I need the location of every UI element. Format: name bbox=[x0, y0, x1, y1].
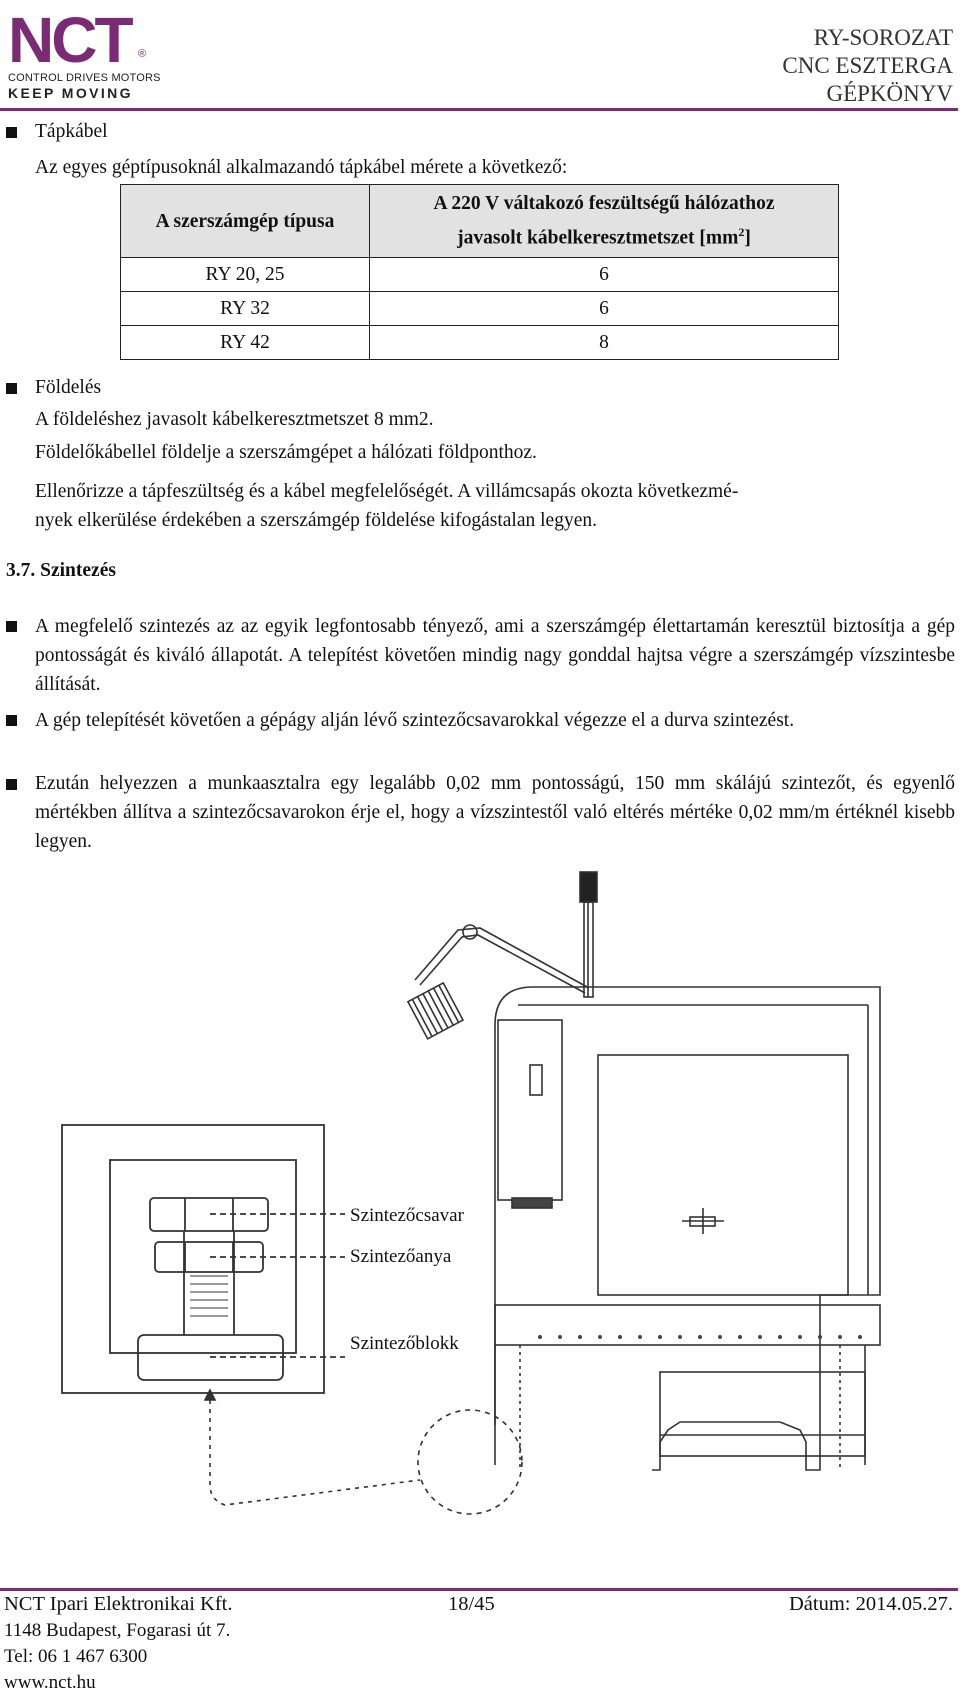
bullet-icon bbox=[6, 127, 17, 138]
table-cell-value: 6 bbox=[370, 258, 839, 292]
logo-registered-mark: ® bbox=[138, 48, 147, 60]
lathe-leveling-figure bbox=[0, 860, 960, 1580]
ground-line: nyek elkerülése érdekében a szerszámgép földelése kifogástalan legyen. bbox=[35, 510, 597, 531]
table-row bbox=[121, 258, 839, 292]
label-leveling-block: Szintezőblokk bbox=[350, 1333, 459, 1354]
header-line-series: RY-SOROZAT bbox=[813, 25, 953, 50]
footer-rule bbox=[0, 1588, 958, 1591]
detail-callout-circle bbox=[418, 1410, 522, 1514]
base-drawer bbox=[660, 1372, 865, 1456]
leveling-paragraph: Ezután helyezzen a munkaasztalra egy legalább 0,02 mm pontosságú, 150 mm skálájú szintezőt, és egyenlő mértékben állítva a szintezőcsavarokon érje el, hogy a vízszintestől való eltérés mértéke 0,02 mm/m értéknél kisebb legyen. bbox=[35, 773, 955, 852]
logo-tagline-1: CONTROL DRIVES MOTORS bbox=[8, 72, 161, 84]
cabinet-switch bbox=[530, 1065, 542, 1095]
control-pendant bbox=[408, 983, 463, 1039]
machine-body bbox=[495, 987, 880, 1470]
section-title-power: Tápkábel bbox=[35, 121, 108, 142]
table-header-cable-line2: javasolt kábelkeresztmetszet $[mm^2]$ bbox=[457, 225, 751, 249]
detail-leader bbox=[210, 1400, 420, 1505]
machine-base-top bbox=[495, 1305, 880, 1345]
bullet-icon bbox=[6, 621, 17, 632]
section-heading-leveling: 3.7. Szintezés bbox=[6, 560, 116, 581]
footer-page-number: 18/45 bbox=[448, 1593, 495, 1615]
label-leveling-nut: Szintezőanya bbox=[350, 1246, 452, 1267]
header-line-machine: CNC ESZTERGA bbox=[782, 53, 953, 78]
cable-table bbox=[120, 184, 839, 360]
table-cell-type: RY 42 bbox=[121, 326, 370, 360]
leveling-detail bbox=[62, 1125, 345, 1393]
footer-company: NCT Ipari Elektronikai Kft. bbox=[4, 1593, 233, 1615]
leveling-nut bbox=[155, 1242, 263, 1272]
ground-line: Földelőkábellel földelje a szerszámgépet a hálózati földponthoz. bbox=[35, 442, 537, 463]
bullet-icon bbox=[6, 383, 17, 394]
table-cell-type: RY 20, 25 bbox=[121, 258, 370, 292]
table-cell-value: 6 bbox=[370, 292, 839, 326]
header-line-manual: GÉPKÖNYV bbox=[826, 81, 953, 106]
signal-light bbox=[580, 872, 597, 902]
logo-tagline-2: KEEP MOVING bbox=[8, 85, 133, 101]
table-header-row bbox=[121, 185, 839, 258]
table-header-cable bbox=[370, 185, 839, 258]
header-rule bbox=[0, 108, 958, 111]
bullet-icon bbox=[6, 779, 17, 790]
section-title-ground: Földelés bbox=[35, 377, 102, 398]
label-leveling-screw: Szintezőcsavar bbox=[350, 1205, 464, 1226]
cabinet-hinge bbox=[512, 1198, 552, 1208]
door-window bbox=[598, 1055, 848, 1295]
bullet-icon bbox=[6, 715, 17, 726]
table-cell-value: 8 bbox=[370, 326, 839, 360]
power-intro: Az egyes géptípusoknál alkalmazandó tápkábel mérete a következő: bbox=[35, 157, 568, 178]
table-header-type: A szerszámgép típusa bbox=[121, 185, 370, 258]
table-row bbox=[121, 326, 839, 360]
table-header-cable-line1: A 220 V váltakozó feszültségű hálózathoz bbox=[433, 193, 775, 215]
footer-website[interactable]: www.nct.hu bbox=[4, 1672, 96, 1693]
table-cell-type: RY 32 bbox=[121, 292, 370, 326]
footer-address: 1148 Budapest, Fogarasi út 7. bbox=[4, 1620, 231, 1641]
footer-phone: Tel: 06 1 467 6300 bbox=[4, 1646, 148, 1667]
leveling-paragraph: A megfelelő szintezés az az egyik legfontosabb tényező, ami a szerszámgép élettartamán keresztül biztosítja a gép pontosságát és kiváló állapotát. A telepítést követően mindig nagy gonddal hajtsa végre a szerszámgép vízszintesbe állítását. bbox=[35, 616, 955, 695]
detail-inner-frame bbox=[110, 1160, 296, 1353]
footer-date: Dátum: 2014.05.27. bbox=[789, 1593, 953, 1615]
ground-line: Ellenőrizze a tápfeszültség és a kábel megfelelőségét. A villámcsapás okozta következmé- bbox=[35, 481, 739, 502]
ground-line: A földeléshez javasolt kábelkeresztmetszet 8 mm2. bbox=[35, 409, 434, 430]
leveling-paragraph: A gép telepítését követően a gépágy alján lévő szintezőcsavarokkal végezze el a durva szintezést. bbox=[35, 710, 795, 731]
electric-cabinet bbox=[498, 1020, 562, 1200]
header-title bbox=[782, 24, 953, 108]
nct-logo: NCT bbox=[8, 4, 131, 76]
table-row bbox=[121, 292, 839, 326]
